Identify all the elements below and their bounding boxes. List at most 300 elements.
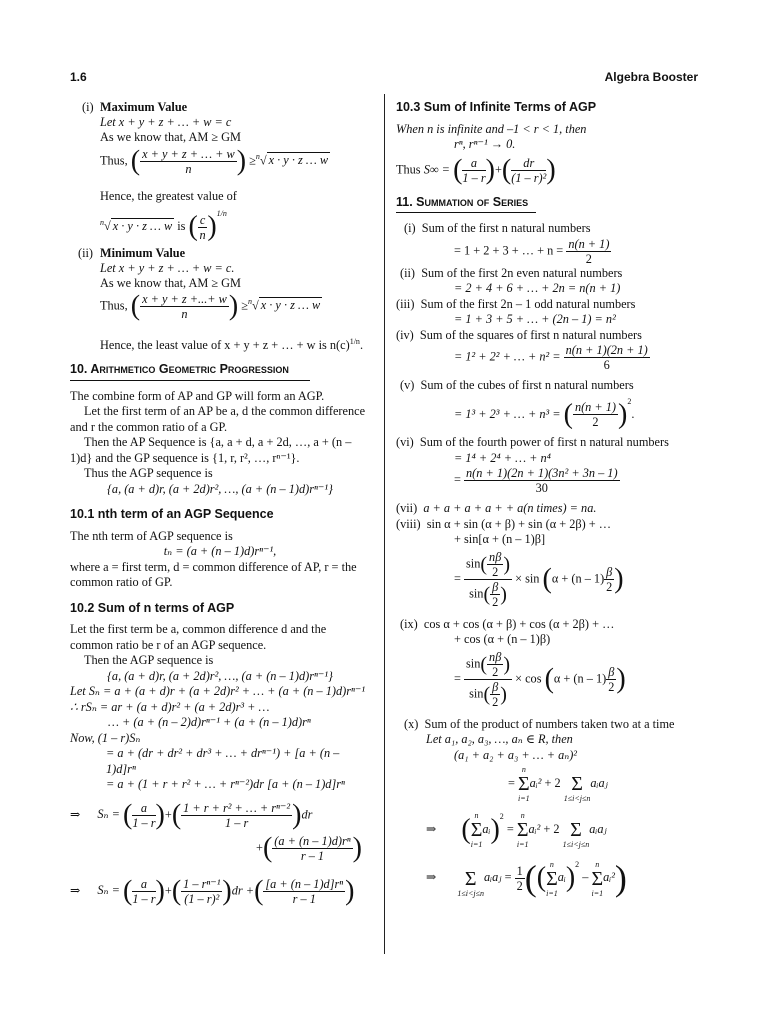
numerator: (a + (n – 1)d)rⁿ: [274, 833, 351, 848]
paren: ): [345, 875, 355, 906]
denominator: n: [181, 307, 188, 321]
subheading: Minimum Value: [100, 246, 186, 260]
text: sin: [466, 556, 481, 570]
fraction: [487, 650, 503, 679]
paren: ): [236, 145, 247, 177]
equation: [396, 343, 706, 372]
text: .: [631, 406, 635, 421]
text: Sₙ =: [97, 882, 120, 897]
item-text: cos α + cos (α + β) + cos (α + 2β) + …: [423, 616, 615, 631]
sigma-icon: Σ: [464, 867, 477, 890]
numerator: c: [199, 212, 206, 227]
text: sin: [466, 656, 481, 670]
minimum-value-block: [70, 242, 370, 356]
paragraph: The combine form of AP and GP will form an AGP.: [70, 388, 325, 403]
item-label: (iv): [396, 327, 414, 342]
item-text: a + a + a + a + + a(n times) = na.: [423, 501, 597, 516]
paren: (: [480, 553, 488, 576]
denominator: 2: [592, 415, 599, 430]
fraction: [515, 864, 525, 893]
fraction: [606, 665, 616, 694]
paren: (: [130, 290, 141, 322]
implies-symbol: ⇒: [426, 870, 437, 885]
equation: = 1 + 3 + 5 + … + (2n – 1) = n²: [454, 312, 616, 326]
numerator: 1 + r + r² + … + rⁿ⁻²: [183, 800, 291, 815]
paren: ): [222, 875, 232, 906]
paren: ): [490, 814, 500, 846]
text: dr +: [231, 882, 255, 897]
text: =: [506, 822, 514, 837]
text: =: [454, 571, 461, 585]
text: +: [256, 839, 263, 854]
exponent: 1/n: [216, 209, 227, 218]
equation: [396, 394, 706, 430]
text: = 1 + 2 + 3 + … + n =: [454, 242, 564, 257]
section-11: [396, 195, 706, 898]
fraction: [566, 237, 611, 266]
equation-sinf: [396, 156, 706, 185]
root-index: n: [100, 217, 104, 227]
item-text: Let a₁, a₂, a₃, …, aₙ ∈ R, then: [426, 732, 573, 747]
radicand: x · y · z … w: [268, 153, 329, 168]
equation-sn-1: [70, 801, 370, 830]
radicand: x · y · z … w: [112, 219, 173, 233]
section-heading: 10.1 nth term of an AGP Sequence: [70, 507, 274, 521]
maximum-value-block: [70, 100, 370, 242]
item-text: Sum of the product of numbers taken two at a time: [424, 716, 675, 731]
text: aᵢ²: [528, 822, 541, 837]
equation-sn-3: [70, 877, 370, 906]
text: × sin: [515, 571, 540, 585]
paren: (: [544, 663, 554, 695]
item-label: (ix): [400, 616, 418, 631]
text: =: [508, 776, 515, 790]
paren: (: [542, 563, 552, 595]
paragraph: = a + (dr + dr² + dr³ + … + drⁿ⁻¹) + [a + (n – 1)d]rⁿ: [106, 746, 340, 776]
root-index: n: [248, 297, 252, 307]
fraction: [490, 580, 500, 609]
fraction: [573, 400, 618, 429]
fraction: [564, 343, 650, 372]
equation: [396, 857, 706, 897]
denominator: 2: [492, 664, 499, 679]
section-heading: 10.3 Sum of Infinite Terms of AGP: [396, 100, 597, 114]
paren: (: [453, 154, 463, 185]
section-10: [70, 362, 370, 497]
fraction: [487, 550, 503, 579]
numerator: x + y + z + … + w: [142, 147, 235, 161]
page-number: 1.6: [70, 70, 87, 84]
denominator: 6: [603, 358, 610, 372]
numerator: β: [606, 564, 613, 579]
section-10-1: [70, 507, 370, 591]
text: Thus: [396, 161, 421, 176]
numerator: 1 – rⁿ⁻¹: [183, 876, 221, 891]
paragraph: Now, (1 – r)Sₙ: [70, 730, 141, 745]
sum-upper: n: [520, 811, 525, 821]
item-label: (i): [404, 221, 416, 235]
denominator: r – 1: [300, 848, 325, 863]
paragraph: Thus the AGP sequence is: [84, 466, 213, 480]
list-item: [396, 328, 706, 344]
sigma-icon: Σ: [591, 867, 604, 890]
numerator: a: [132, 877, 155, 892]
fraction: [263, 877, 345, 906]
text: +: [494, 161, 502, 176]
paren: (: [461, 814, 471, 846]
paren: ): [618, 398, 628, 430]
numerator: [464, 550, 512, 580]
denominator: 2: [492, 564, 499, 579]
numerator: n(n + 1)(2n + 1)(3n² + 3n – 1): [466, 466, 618, 481]
paren: (: [122, 799, 133, 830]
paragraph: Let Sₙ = a + (a + d)r + (a + 2d)r² + … + (a + (n – 1)d)rⁿ⁻¹: [70, 684, 366, 698]
text: +: [164, 806, 172, 821]
paren: ): [155, 875, 165, 906]
denominator: 2: [585, 251, 592, 266]
paragraph: Then the AGP sequence is: [84, 653, 214, 667]
equation: = 1⁴ + 2⁴ + … + n⁴: [454, 450, 551, 465]
text: .: [359, 338, 364, 353]
sum-symbol: [471, 811, 483, 849]
paren: ): [503, 653, 510, 676]
item-label: (vii): [396, 501, 418, 516]
paren: ): [155, 799, 165, 830]
text-line: Hence, the greatest value of: [100, 189, 237, 203]
paren: (: [524, 858, 537, 899]
equation: = 2 + 4 + 6 + … + 2n = n(n + 1): [454, 281, 621, 295]
sum-upper: n: [521, 765, 526, 775]
sum-lower: i=1: [591, 888, 604, 898]
section-10-2: [70, 601, 370, 793]
text: Sₙ =: [97, 806, 120, 821]
text: is: [177, 219, 186, 233]
equation: [396, 237, 706, 266]
paragraph: rⁿ, rⁿ⁻¹ → 0.: [454, 137, 516, 151]
numerator: a: [462, 156, 485, 171]
equation: Thus, ( $\frac{x + y + z + \dots + w}{n}$ ) ≥$^n$√ x · y · z … w: [100, 145, 329, 177]
exponent: 2: [627, 396, 632, 406]
sum-symbol: [546, 860, 558, 898]
geq-symbol: ≥: [241, 298, 248, 313]
text-line: Let x + y + z + … + w = c: [100, 115, 232, 129]
numerator: dr: [511, 156, 546, 171]
sigma-icon: Σ: [546, 867, 558, 890]
fraction: [464, 550, 512, 609]
fraction: [272, 834, 352, 863]
left-column: [70, 100, 370, 906]
list-item: [396, 378, 706, 394]
paren: (: [171, 875, 182, 906]
equation: [396, 809, 706, 849]
sigma-icon: Σ: [571, 773, 583, 796]
numerator: a: [132, 801, 155, 816]
paren: (: [171, 799, 182, 830]
numerator: n(n + 1)(2n + 1): [565, 343, 648, 357]
item-label: (vi): [396, 435, 414, 450]
denominator: [464, 680, 512, 709]
numerator: β: [608, 664, 615, 679]
denominator: [464, 580, 512, 609]
paren: (: [188, 211, 198, 243]
denominator: 2: [606, 579, 613, 594]
paren: (: [563, 398, 573, 430]
denominator: 2: [516, 879, 523, 894]
equation-sn-2: [70, 834, 370, 863]
paren: ): [546, 154, 556, 185]
item-text: + sin[α + (n – 1)β]: [454, 532, 546, 547]
exponent: 2: [575, 860, 580, 870]
numerator: x + y + z +...+ w: [142, 292, 227, 306]
text: aᵢaⱼ: [590, 776, 608, 790]
paren: (: [262, 832, 273, 863]
text: sin: [469, 586, 484, 600]
paren: ): [614, 563, 624, 595]
paragraph: = a + (1 + r + r² + … + rⁿ⁻²)dr [a + (n – 1)d]rⁿ: [106, 777, 345, 791]
denominator: 30: [535, 481, 548, 496]
exponent: 1/n: [349, 337, 360, 346]
text-line: [100, 334, 363, 354]
fraction: [464, 650, 512, 709]
denominator: 1 – r: [132, 815, 156, 830]
list-item: [396, 617, 706, 633]
fraction: [490, 680, 500, 709]
paren: (: [483, 683, 491, 706]
paren: (: [536, 862, 547, 894]
paren: ): [228, 290, 239, 322]
item-label: (iii): [396, 296, 415, 311]
paren: ): [500, 683, 507, 706]
denominator: (1 – r)²: [184, 891, 220, 906]
paren: ): [500, 583, 507, 606]
text: + 2: [543, 822, 560, 837]
numerator: nβ: [489, 649, 502, 664]
list-item: [396, 221, 706, 237]
sum-lower: 1≤i<j≤n: [562, 840, 590, 850]
sum-upper: n: [474, 811, 479, 821]
text: aᵢaⱼ: [484, 870, 502, 885]
paren: (: [483, 583, 491, 606]
item-text: Sum of the cubes of first n natural numbers: [420, 378, 634, 392]
fraction: [511, 156, 546, 185]
fraction: [181, 801, 292, 830]
item-label: (viii): [396, 516, 421, 531]
sum-lower: i=1: [546, 888, 558, 898]
paragraph: When n is infinite and –1 < r < 1, then: [396, 121, 587, 136]
book-title: Algebra Booster: [604, 70, 698, 84]
text: aᵢ: [557, 870, 566, 885]
paragraph: {a, (a + d)r, (a + 2d)r², …, (a + (n – 1)d)rⁿ⁻¹}: [107, 481, 333, 496]
sum-lower: 1≤i<j≤n: [563, 794, 591, 804]
exponent: 2: [499, 812, 504, 822]
text: –: [582, 870, 589, 885]
denominator: n: [185, 162, 192, 176]
sum-symbol: [563, 811, 590, 849]
list-item: [396, 501, 706, 517]
sum-symbol: [518, 765, 530, 803]
sum-upper: n: [595, 859, 600, 869]
denominator: 1 – r: [462, 170, 486, 185]
section-heading: 10.2 Sum of n terms of AGP: [70, 600, 235, 615]
sum-symbol: [457, 860, 484, 898]
denominator: 2: [608, 679, 615, 694]
geq-symbol: ≥: [249, 153, 256, 168]
text: α + (n – 1): [551, 571, 605, 585]
paren: ): [207, 211, 217, 243]
item-text: Sum of the first 2n – 1 odd natural numbers: [420, 296, 636, 311]
text: Thus,: [100, 298, 128, 313]
text: α + (n – 1): [553, 671, 607, 685]
text: aᵢ²: [529, 776, 542, 790]
denominator: 1 – r: [132, 891, 156, 906]
equation: [396, 550, 706, 609]
implies-symbol: ⇒: [70, 806, 81, 821]
denominator: r – 1: [292, 891, 316, 906]
paren: ): [614, 858, 627, 899]
item-text: sin α + sin (α + β) + sin (α + 2β) + …: [426, 516, 612, 531]
subheading: Maximum Value: [100, 100, 188, 114]
item-label: (ii): [400, 265, 416, 280]
root-index: n: [255, 152, 260, 162]
fraction: [140, 292, 229, 321]
text: = 1³ + 2³ + … + n³ =: [454, 406, 561, 421]
sum-symbol: [564, 765, 591, 803]
item-label: (x): [404, 716, 419, 731]
paragraph: {a, (a + d)r, (a + 2d)r², …, (a + (n – 1)d)rⁿ⁻¹}: [107, 668, 333, 683]
equation: $^n$√ x · y · z … w is ( $\frac{c}{n}$ )$^{1/n}$: [100, 209, 227, 243]
sigma-icon: Σ: [570, 819, 582, 842]
implies-symbol: ⇒: [426, 822, 437, 837]
sigma-icon: Σ: [470, 819, 483, 842]
sum-symbol: [517, 811, 529, 849]
sum-lower: i=1: [470, 840, 483, 850]
item-text: Sum of the squares of first n natural numbers: [419, 327, 642, 342]
fraction: [181, 877, 222, 906]
item-text: (a₁ + a₂ + a₃ + … + aₙ)²: [454, 747, 577, 762]
text: aᵢ²: [603, 870, 615, 885]
text-line: As we know that, AM ≥ GM: [100, 276, 241, 290]
paren: ): [503, 553, 510, 576]
text-line: Let x + y + z + … + w = c.: [100, 261, 235, 275]
section-10-3: [396, 100, 706, 185]
item-text: + cos (α + (n – 1)β): [454, 632, 551, 647]
section-heading: 11. Summation of Series: [396, 195, 536, 214]
item-label: (v): [400, 378, 415, 392]
list-item: [396, 266, 706, 282]
list-item: [396, 297, 706, 313]
item-label: (ii): [78, 246, 94, 260]
numerator: 1: [516, 864, 523, 879]
item-text: Sum of the first n natural numbers: [421, 221, 591, 235]
text: dr: [301, 806, 313, 821]
denominator: 2: [492, 694, 499, 709]
implies-symbol: ⇒: [70, 882, 81, 897]
paragraph: The nth term of AGP sequence is: [70, 528, 233, 543]
numerator: n(n + 1): [568, 236, 610, 251]
sum-upper: n: [549, 859, 554, 869]
item-label: (i): [82, 100, 94, 114]
text: +: [164, 882, 172, 897]
numerator: n(n + 1): [574, 400, 617, 415]
paren: (: [501, 154, 512, 185]
fraction: [140, 147, 237, 176]
item-text: Sum of the fourth power of first n natural numbers: [419, 435, 669, 450]
radicand: x · y · z … w: [260, 298, 321, 313]
fraction: [464, 466, 620, 495]
text: =: [454, 472, 461, 487]
paragraph: ∴ rSₙ = ar + (a + d)r² + (a + 2d)r³ + …: [70, 699, 270, 714]
text: S∞ =: [423, 161, 450, 176]
text: Hence, the least value of x + y + z + … + w is n(c): [100, 338, 350, 353]
paren: ): [565, 862, 576, 894]
sigma-icon: Σ: [518, 773, 530, 796]
paren: ): [485, 154, 495, 185]
text: =: [504, 870, 512, 885]
sum-symbol: [591, 860, 603, 898]
numerator: nβ: [489, 549, 502, 564]
text: Thus,: [100, 153, 128, 168]
paren: ): [292, 799, 302, 830]
sum-lower: 1≤i<j≤n: [457, 888, 485, 898]
equation: [396, 466, 706, 495]
paragraph: where a = first term, d = common difference of AP, r = the common ratio of GP.: [70, 559, 357, 589]
paragraph: … + (a + (n – 2)d)rⁿ⁻¹ + (a + (n – 1)d)rⁿ: [108, 715, 311, 729]
equation: [396, 765, 706, 803]
denominator: 2: [492, 594, 499, 609]
column-divider: [384, 94, 385, 954]
item-text: Sum of the first 2n even natural numbers: [421, 265, 623, 280]
text: aᵢaⱼ: [589, 822, 607, 837]
equation: Thus, ( $\frac{x + y + z +...+ w}{n}$ ) ≥$^n$√ x · y · z … w: [100, 290, 321, 322]
equation: [396, 650, 706, 709]
right-column: [396, 100, 706, 898]
sum-lower: i=1: [516, 840, 529, 850]
denominator: 1 – r: [225, 815, 249, 830]
paragraph: tₙ = (a + (n – 1)d)rⁿ⁻¹,: [163, 544, 277, 558]
sum-lower: i=1: [518, 794, 530, 804]
paragraph: Let the first term of an AP be a, d the common difference and r the common ratio of a GP.: [70, 404, 366, 434]
list-item: [396, 717, 706, 733]
text: sin: [469, 686, 484, 700]
paragraph: Let the first term be a, common difference d and the common ratio be r of an AGP sequence.: [70, 622, 327, 652]
fraction: [198, 213, 207, 242]
section-heading: 10. Arithmetico Geometric Progression: [70, 362, 310, 381]
numerator: [464, 650, 512, 680]
paren: (: [254, 875, 264, 906]
text: = 1² + 2² + … + n² =: [454, 349, 561, 364]
paren: (: [122, 875, 133, 906]
numerator: β: [492, 579, 499, 594]
text: × cos: [515, 671, 542, 685]
text: =: [454, 671, 461, 685]
list-item: [396, 435, 706, 451]
paragraph: Then the AP Sequence is {a, a + d, a + 2d, …, a + (n – 1)d} and the GP sequence is {1, r, r², …, rⁿ⁻¹}.: [70, 435, 352, 465]
fraction: [462, 156, 485, 185]
sigma-icon: Σ: [516, 819, 529, 842]
text-line: As we know that, AM ≥ GM: [100, 130, 241, 144]
text: aᵢ: [482, 822, 491, 837]
text: + 2: [544, 776, 561, 790]
list-item: [396, 517, 706, 533]
numerator: β: [492, 679, 499, 694]
numerator: [a + (n – 1)d]rⁿ: [265, 876, 344, 891]
paren: ): [352, 832, 362, 863]
fraction: [132, 801, 155, 830]
paren: ): [616, 663, 626, 695]
denominator: n: [199, 227, 206, 242]
paren: (: [130, 145, 141, 177]
denominator: (1 – r)²: [511, 170, 547, 185]
